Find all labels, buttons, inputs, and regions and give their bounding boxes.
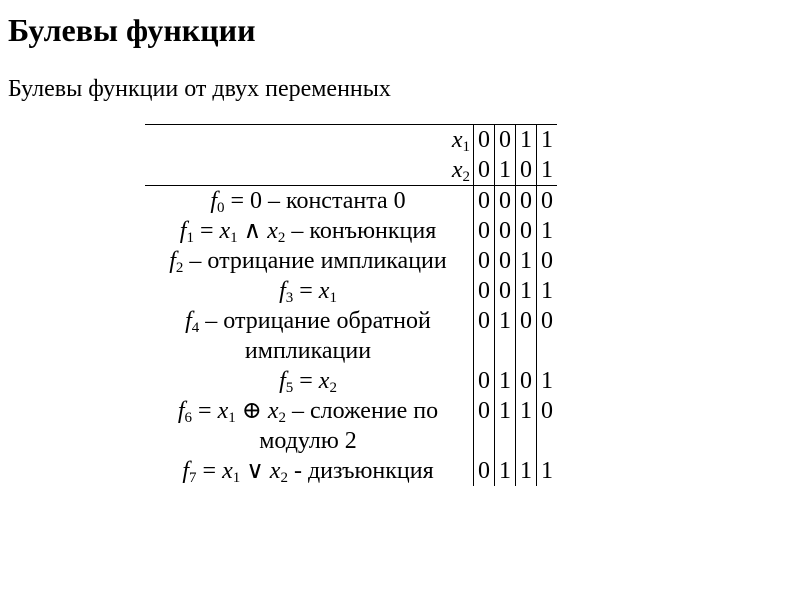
truth-value: 0 xyxy=(474,186,495,217)
truth-value: 0 xyxy=(537,186,558,217)
function-row xyxy=(145,246,557,276)
variable-index: 1 xyxy=(462,139,470,155)
truth-value: 0 xyxy=(495,246,516,276)
page-title: Булевы функции xyxy=(8,12,256,48)
function-symbol: f xyxy=(177,398,185,424)
function-label xyxy=(145,216,474,246)
variable-index: 2 xyxy=(277,230,286,246)
function-symbol: f xyxy=(279,368,286,394)
variable-index: 1 xyxy=(329,290,337,306)
function-label xyxy=(145,456,474,486)
function-description: = xyxy=(196,458,223,484)
truth-value: 1 xyxy=(495,366,516,396)
truth-value: 1 xyxy=(516,246,537,276)
variable-symbol: x xyxy=(451,127,463,153)
function-symbol: f xyxy=(182,458,190,484)
variable-index: 1 xyxy=(228,410,236,426)
truth-value: 1 xyxy=(495,456,516,486)
function-symbol: f xyxy=(169,248,176,274)
function-description: = 0 – константа 0 xyxy=(224,188,406,214)
function-row xyxy=(145,456,557,486)
function-description: – сложение по модулю 2 xyxy=(259,398,439,454)
function-label xyxy=(145,396,474,456)
truth-value: 0 xyxy=(516,155,537,186)
truth-value: 0 xyxy=(474,216,495,246)
truth-value: 0 xyxy=(474,246,495,276)
function-row xyxy=(145,366,557,396)
variable-index: 1 xyxy=(230,230,238,246)
truth-value: 1 xyxy=(537,155,558,186)
function-row xyxy=(145,276,557,306)
truth-value: 1 xyxy=(516,396,537,456)
variable-symbol: x xyxy=(219,218,231,244)
truth-value: 0 xyxy=(516,216,537,246)
truth-value: 0 xyxy=(516,306,537,366)
header-row xyxy=(145,125,557,156)
truth-value: 0 xyxy=(474,125,495,156)
variable-symbol: x xyxy=(269,458,281,484)
function-label xyxy=(145,306,474,366)
truth-value: 0 xyxy=(474,396,495,456)
function-row xyxy=(145,396,557,456)
truth-value: 1 xyxy=(537,276,558,306)
function-row xyxy=(145,216,557,246)
truth-value: 1 xyxy=(537,216,558,246)
variable-symbol: x xyxy=(267,218,278,244)
truth-value: 0 xyxy=(495,125,516,156)
variable-symbol: x xyxy=(451,157,463,183)
truth-value: 1 xyxy=(537,456,558,486)
variable-symbol: x xyxy=(318,368,330,394)
function-description: = xyxy=(293,278,319,304)
truth-value: 0 xyxy=(537,306,558,366)
variable-index: 2 xyxy=(462,169,470,185)
function-description: = xyxy=(193,218,220,244)
truth-value: 0 xyxy=(474,456,495,486)
function-index: 7 xyxy=(189,470,197,486)
function-index: 4 xyxy=(191,320,200,336)
header-row xyxy=(145,155,557,186)
truth-value: 0 xyxy=(474,276,495,306)
truth-value: 0 xyxy=(495,216,516,246)
truth-value: 1 xyxy=(516,276,537,306)
truth-value: 0 xyxy=(495,186,516,217)
variable-index: 2 xyxy=(280,470,288,486)
function-description: ∨ xyxy=(240,458,270,484)
variable-label xyxy=(145,155,474,186)
function-label xyxy=(145,246,474,276)
truth-value: 0 xyxy=(474,306,495,366)
truth-value: 1 xyxy=(495,396,516,456)
function-description: ⊕ xyxy=(235,398,268,424)
function-label xyxy=(145,276,474,306)
variable-index: 1 xyxy=(232,470,241,486)
truth-value: 1 xyxy=(516,456,537,486)
function-index: 5 xyxy=(285,380,294,396)
function-description: = xyxy=(192,398,218,424)
function-index: 1 xyxy=(186,230,194,246)
function-label xyxy=(145,186,474,217)
function-index: 3 xyxy=(285,290,294,306)
truth-table xyxy=(145,124,557,486)
function-symbol: f xyxy=(210,188,217,214)
function-index: 6 xyxy=(184,410,193,426)
truth-table-body xyxy=(145,125,557,487)
function-index: 0 xyxy=(216,200,225,216)
variable-symbol: x xyxy=(222,458,233,484)
truth-value: 1 xyxy=(516,125,537,156)
truth-value: 0 xyxy=(537,246,558,276)
function-description: – отрицание обратной импликации xyxy=(199,308,431,364)
variable-index: 2 xyxy=(329,380,337,396)
function-row xyxy=(145,186,557,217)
function-index: 2 xyxy=(175,260,184,276)
variable-symbol: x xyxy=(267,398,279,424)
truth-value: 0 xyxy=(474,366,495,396)
variable-index: 2 xyxy=(278,410,286,426)
function-row xyxy=(145,306,557,366)
truth-value: 0 xyxy=(537,396,558,456)
variable-symbol: x xyxy=(318,278,330,304)
function-description: – отрицание импликации xyxy=(183,248,447,274)
function-symbol: f xyxy=(179,218,187,244)
function-description: = xyxy=(293,368,319,394)
truth-value: 1 xyxy=(495,155,516,186)
truth-value: 1 xyxy=(537,366,558,396)
function-symbol: f xyxy=(185,308,192,334)
function-label xyxy=(145,366,474,396)
truth-value: 0 xyxy=(495,276,516,306)
function-symbol: f xyxy=(279,278,286,304)
truth-value: 1 xyxy=(495,306,516,366)
truth-value: 0 xyxy=(516,366,537,396)
truth-value: 0 xyxy=(474,155,495,186)
variable-label xyxy=(145,125,474,156)
function-description: ∧ xyxy=(237,218,268,244)
variable-symbol: x xyxy=(217,398,229,424)
function-description: – конъюнкция xyxy=(285,218,437,244)
truth-value: 0 xyxy=(516,186,537,217)
truth-value: 1 xyxy=(537,125,558,156)
page-subtitle: Булевы функции от двух переменных xyxy=(8,76,391,102)
function-description: - дизъюнкция xyxy=(287,458,434,484)
